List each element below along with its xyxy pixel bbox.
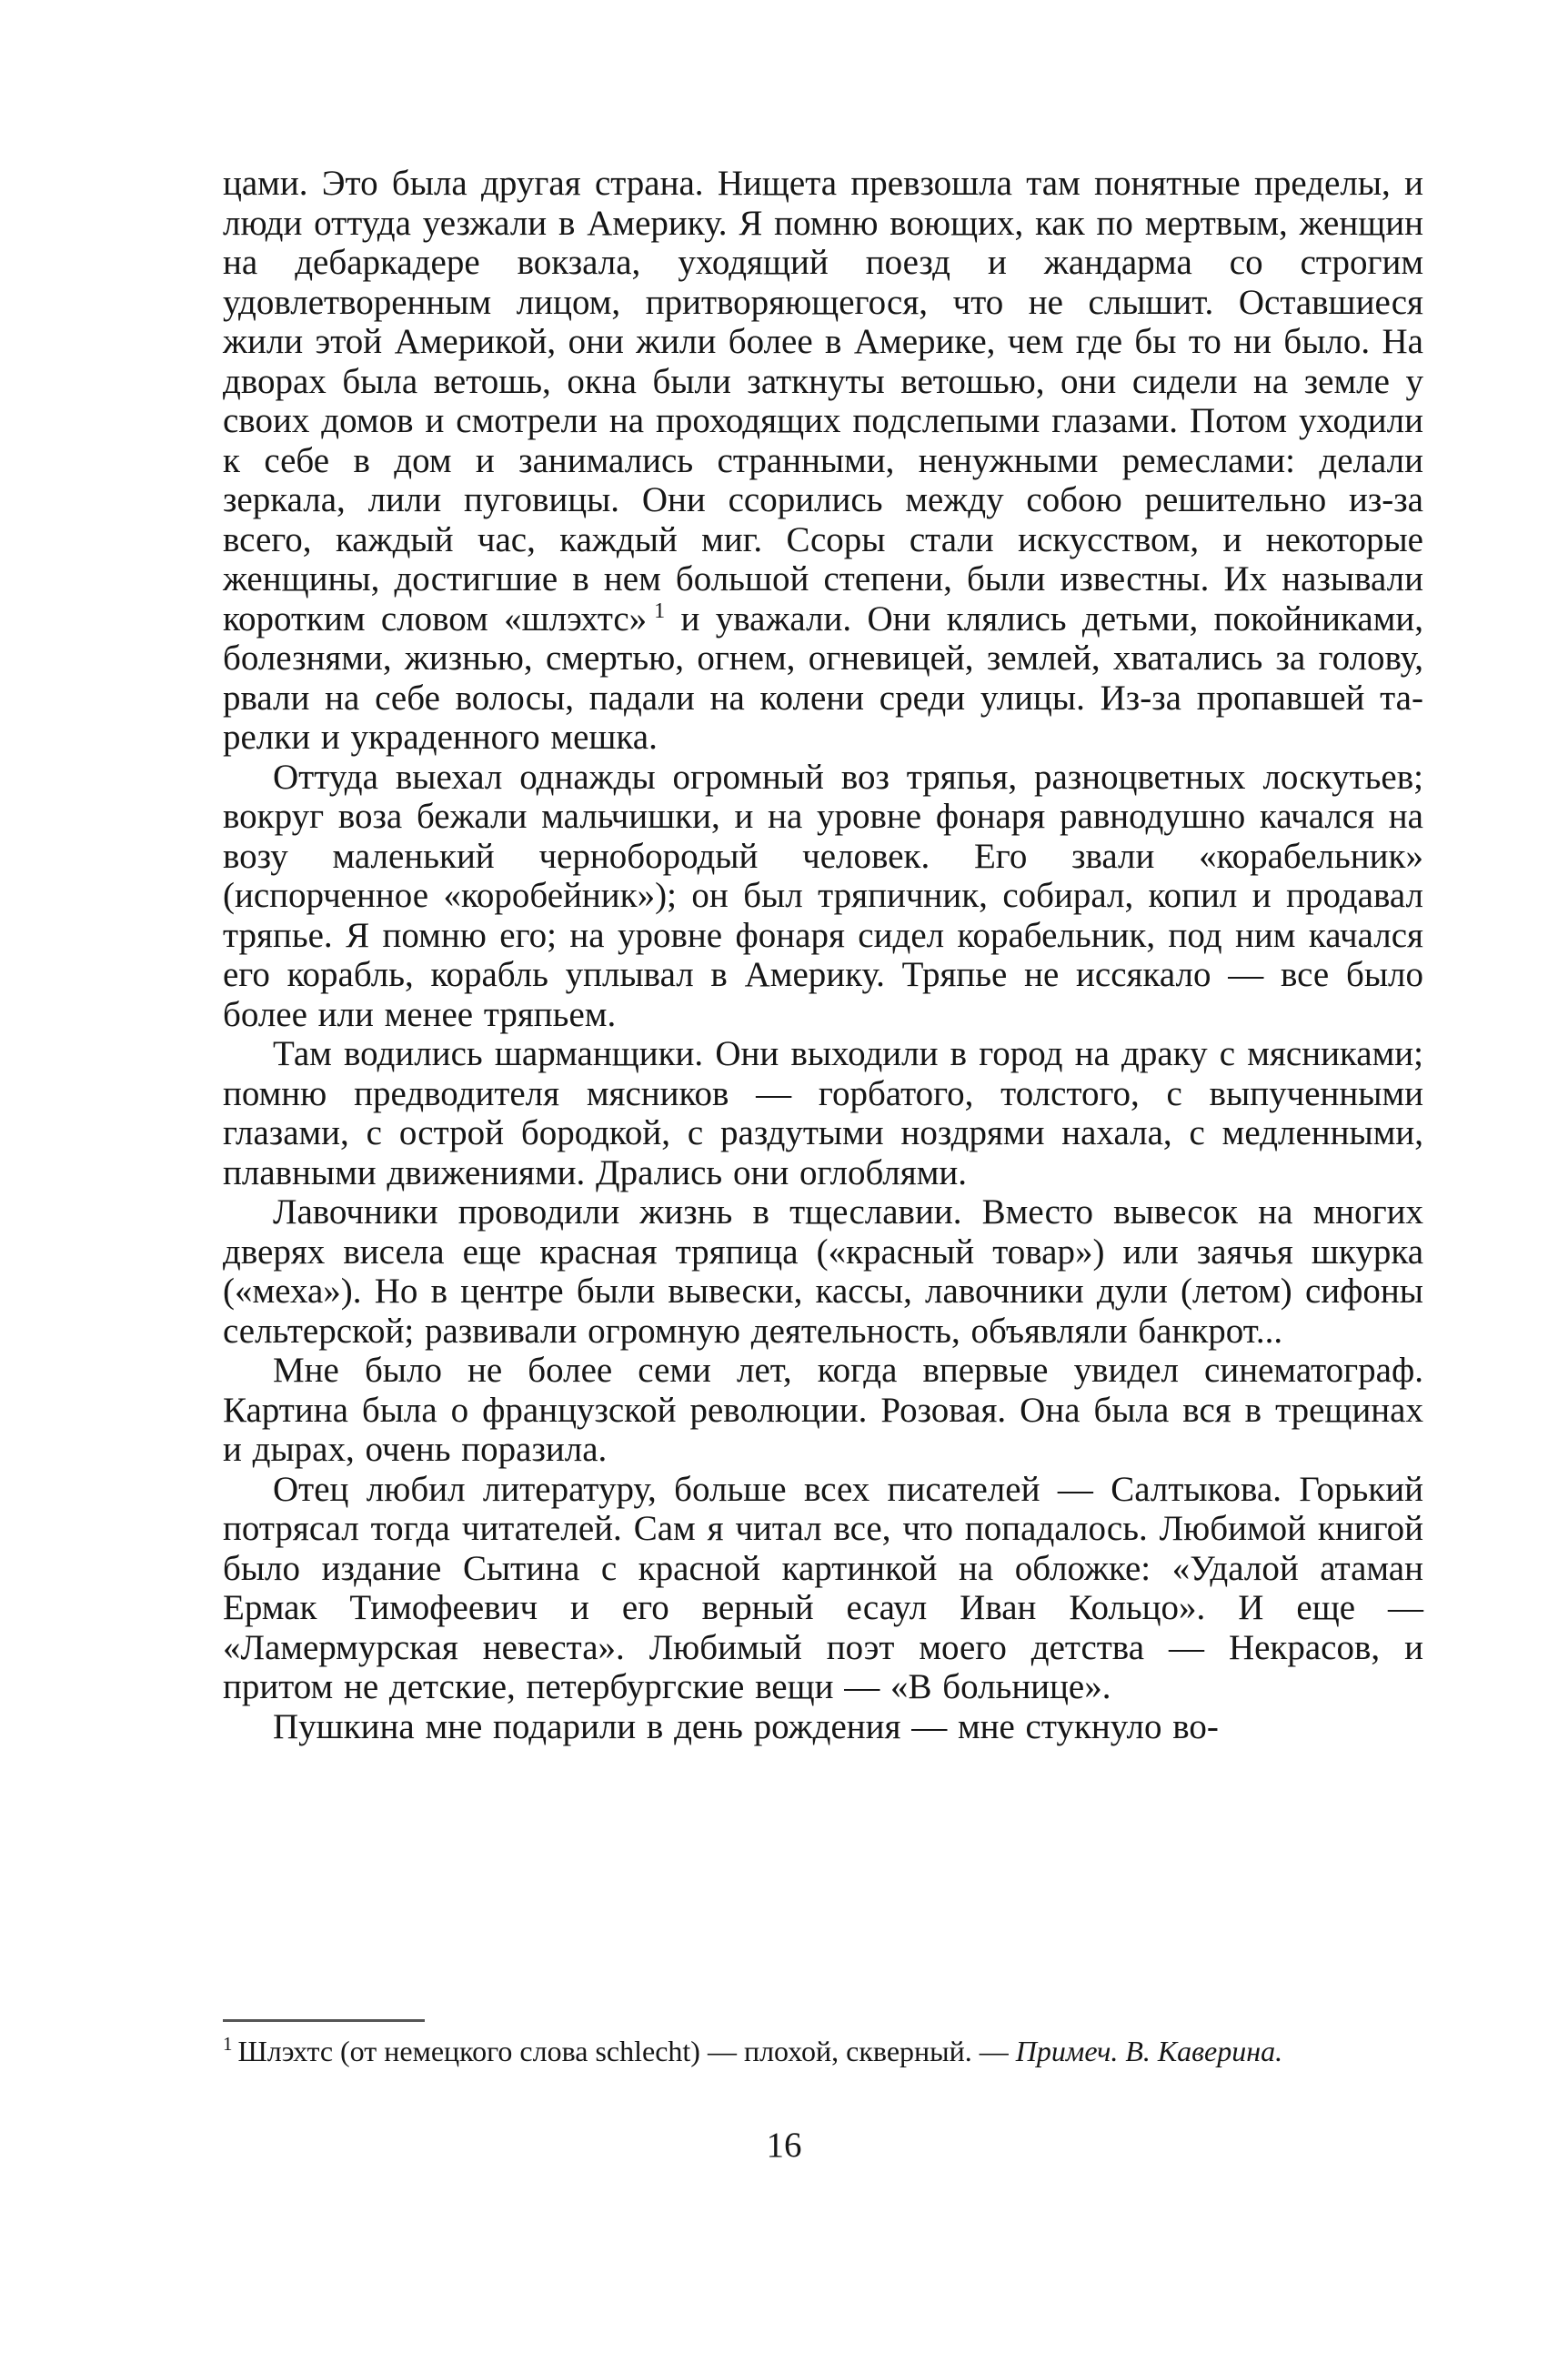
footnote-reference[interactable]: 1 xyxy=(654,598,666,623)
footnote xyxy=(223,2034,1423,2068)
footnote-number: 1 xyxy=(223,2033,233,2056)
paragraph-1 xyxy=(223,164,1423,758)
paragraph-7: Пушкина мне подарили в день рождения — мне стукнуло во- xyxy=(273,1706,1219,1746)
paragraph-1-text-before: цами. Это была другая страна. Нищета превзошла там понятные пределы, и люди оттуда уезжали в Америку. Я помню воющих, как по мертвым, женщин на дебаркадере вокзала, уходящий поезд и жандарма со строгим удовлетворенным лицом, притворяющегося, что не слышит. Оставшиеся жили этой Америкой, они жили более в Америке, чем где бы то ни было. На дворах была ветошь, окна были заткнуты ветошью, они сидели на земле у своих домов и смотрели на проходящих подслепыми глазами. Потом уходили к себе в дом и занимались странными, ненужными ремеслами: делали зеркала, лили пуговицы. Они ссорились между собою решительно из-за всего, каждый час, каждый миг. Ссоры стали искусством, и некоторые женщины, достигшие в нем большой степени, были известны. Их называли коротким словом «шлэхтс» xyxy=(223,164,1423,639)
paragraph-3: Там водились шарманщики. Они выходили в город на драку с мясниками; помню предводителя мясников — горбатого, толстого, с выпученными глазами, с острой бородкой, с раздутыми ноздрями нахала, с медленными, плавными движениями. Дрались они оглоблями. xyxy=(223,1034,1423,1192)
paragraph-1-text-after: и уважали. Они клялись детьми, покойниками, болезнями, жизнью, смертью, огнем, огневицей, землей, хватались за голову, рвали на себе волосы, падали на колени среди улицы. Из-за пропавшей тарелки и украденного мешка. xyxy=(223,598,1423,757)
page-number: 16 xyxy=(766,2126,802,2165)
footnote-divider xyxy=(223,2019,425,2022)
page-body xyxy=(223,164,1423,1746)
paragraph-5: Мне было не более семи лет, когда впервые увидел синематограф. Картина была о французской революции. Розовая. Она была вся в трещинах и дырах, очень поразила. xyxy=(223,1351,1423,1469)
paragraph-2: Оттуда выехал однажды огромный воз тряпья, разноцветных лоскутьев; вокруг воза бежали мальчишки, и на уровне фонаря равнодушно качался на возу маленький чернобородый человек. Его звали «корабельник» (испорченное «коробейник»); он был тряпичник, собирал, копил и продавал тряпье. Я помню его; на уровне фонаря сидел корабельник, под ним качался его корабль, корабль уплывал в Америку. Тряпье не иссякало — все было более или менее тряпьем. xyxy=(223,757,1423,1034)
paragraph-4: Лавочники проводили жизнь в тщеславии. Вместо вывесок на многих дверях висела еще красная тряпица («красный товар») или заячья шкурка («меха»). Но в центре были вывески, кассы, лавочники дули (летом) сифоны сельтерской; развивали огромную деятельность, объявляли банкрот... xyxy=(223,1192,1423,1351)
footnote-text: Шлэхтс (от немецкого слова schlecht) — плохой, скверный. — xyxy=(237,2035,1016,2067)
paragraph-6: Отец любил литературу, больше всех писателей — Салтыкова. Горький потрясал тогда читателей. Сам я читал все, что попадалось. Любимой книгой было издание Сытина с красной картинкой на обложке: «Удалой атаман Ермак Тимофеевич и его верный есаул Иван Кольцо». И еще — «Ламермурская невеста». Любимый поэт моего детства — Некрасов, и притом не детские, петербургские вещи — «В больнице». xyxy=(223,1469,1423,1706)
footnote-attribution: Примеч. В. Каверина. xyxy=(1015,2035,1283,2067)
